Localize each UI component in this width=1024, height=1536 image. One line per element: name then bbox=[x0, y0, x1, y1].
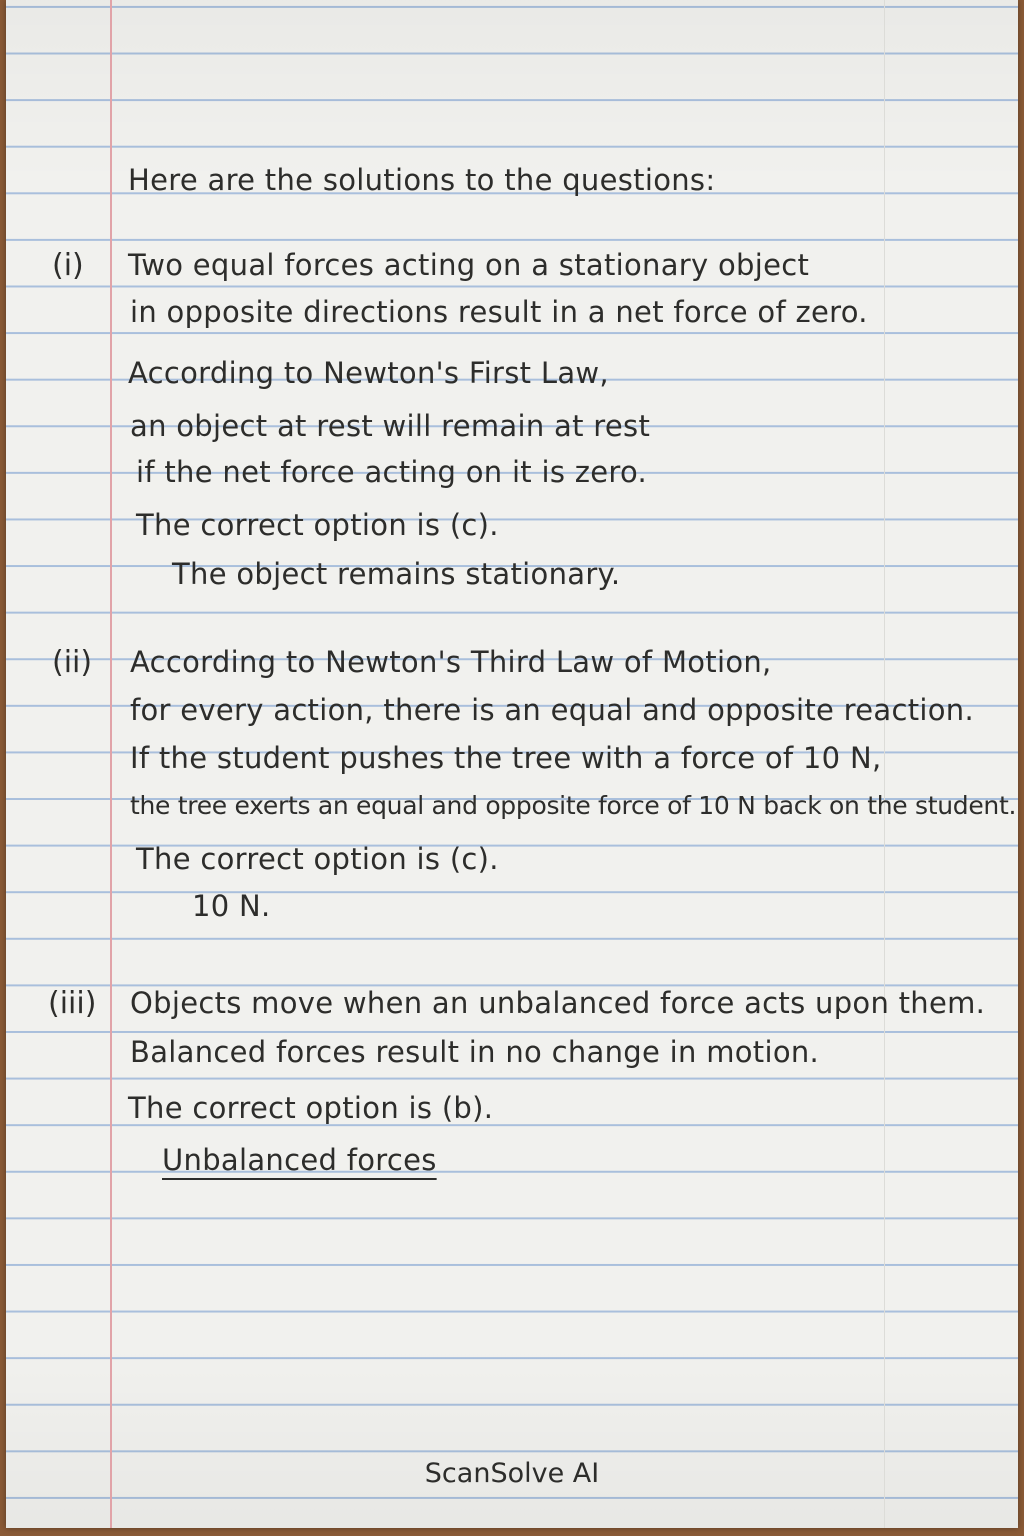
section-ii-line: If the student pushes the tree with a force of 10 N, bbox=[130, 741, 882, 775]
section-i-line: if the net force acting on it is zero. bbox=[136, 455, 648, 489]
section-i-answer: The correct option is (c). bbox=[136, 508, 499, 542]
right-margin-line bbox=[884, 0, 885, 1528]
section-number-i: (i) bbox=[52, 248, 84, 283]
section-i-answer-text: The object remains stationary. bbox=[172, 557, 621, 591]
section-ii-line: for every action, there is an equal and opposite reaction. bbox=[130, 693, 974, 727]
section-ii-line: the tree exerts an equal and opposite force of 10 N back on the student. bbox=[130, 791, 1017, 820]
section-ii-answer: The correct option is (c). bbox=[136, 842, 499, 876]
notebook-page bbox=[6, 0, 1018, 1528]
section-number-iii: (iii) bbox=[48, 986, 97, 1021]
intro-text: Here are the solutions to the questions: bbox=[128, 163, 716, 197]
section-iii-line: Objects move when an unbalanced force acts upon them. bbox=[130, 986, 986, 1020]
section-iii-line: Balanced forces result in no change in motion. bbox=[130, 1035, 820, 1069]
section-i-line: in opposite directions result in a net force of zero. bbox=[130, 295, 868, 329]
section-i-line: According to Newton's First Law, bbox=[128, 356, 609, 390]
section-number-ii: (ii) bbox=[52, 645, 93, 680]
section-ii-answer-text: 10 N. bbox=[192, 889, 271, 923]
red-margin-line bbox=[110, 0, 112, 1528]
section-ii-line: According to Newton's Third Law of Motion, bbox=[130, 645, 772, 679]
footer-brand: ScanSolve AI bbox=[424, 1458, 600, 1489]
section-i-line: an object at rest will remain at rest bbox=[130, 409, 651, 443]
section-i-line: Two equal forces acting on a stationary object bbox=[128, 248, 810, 282]
section-iii-answer: The correct option is (b). bbox=[128, 1091, 494, 1125]
section-iii-answer-text: Unbalanced forces bbox=[162, 1143, 437, 1177]
